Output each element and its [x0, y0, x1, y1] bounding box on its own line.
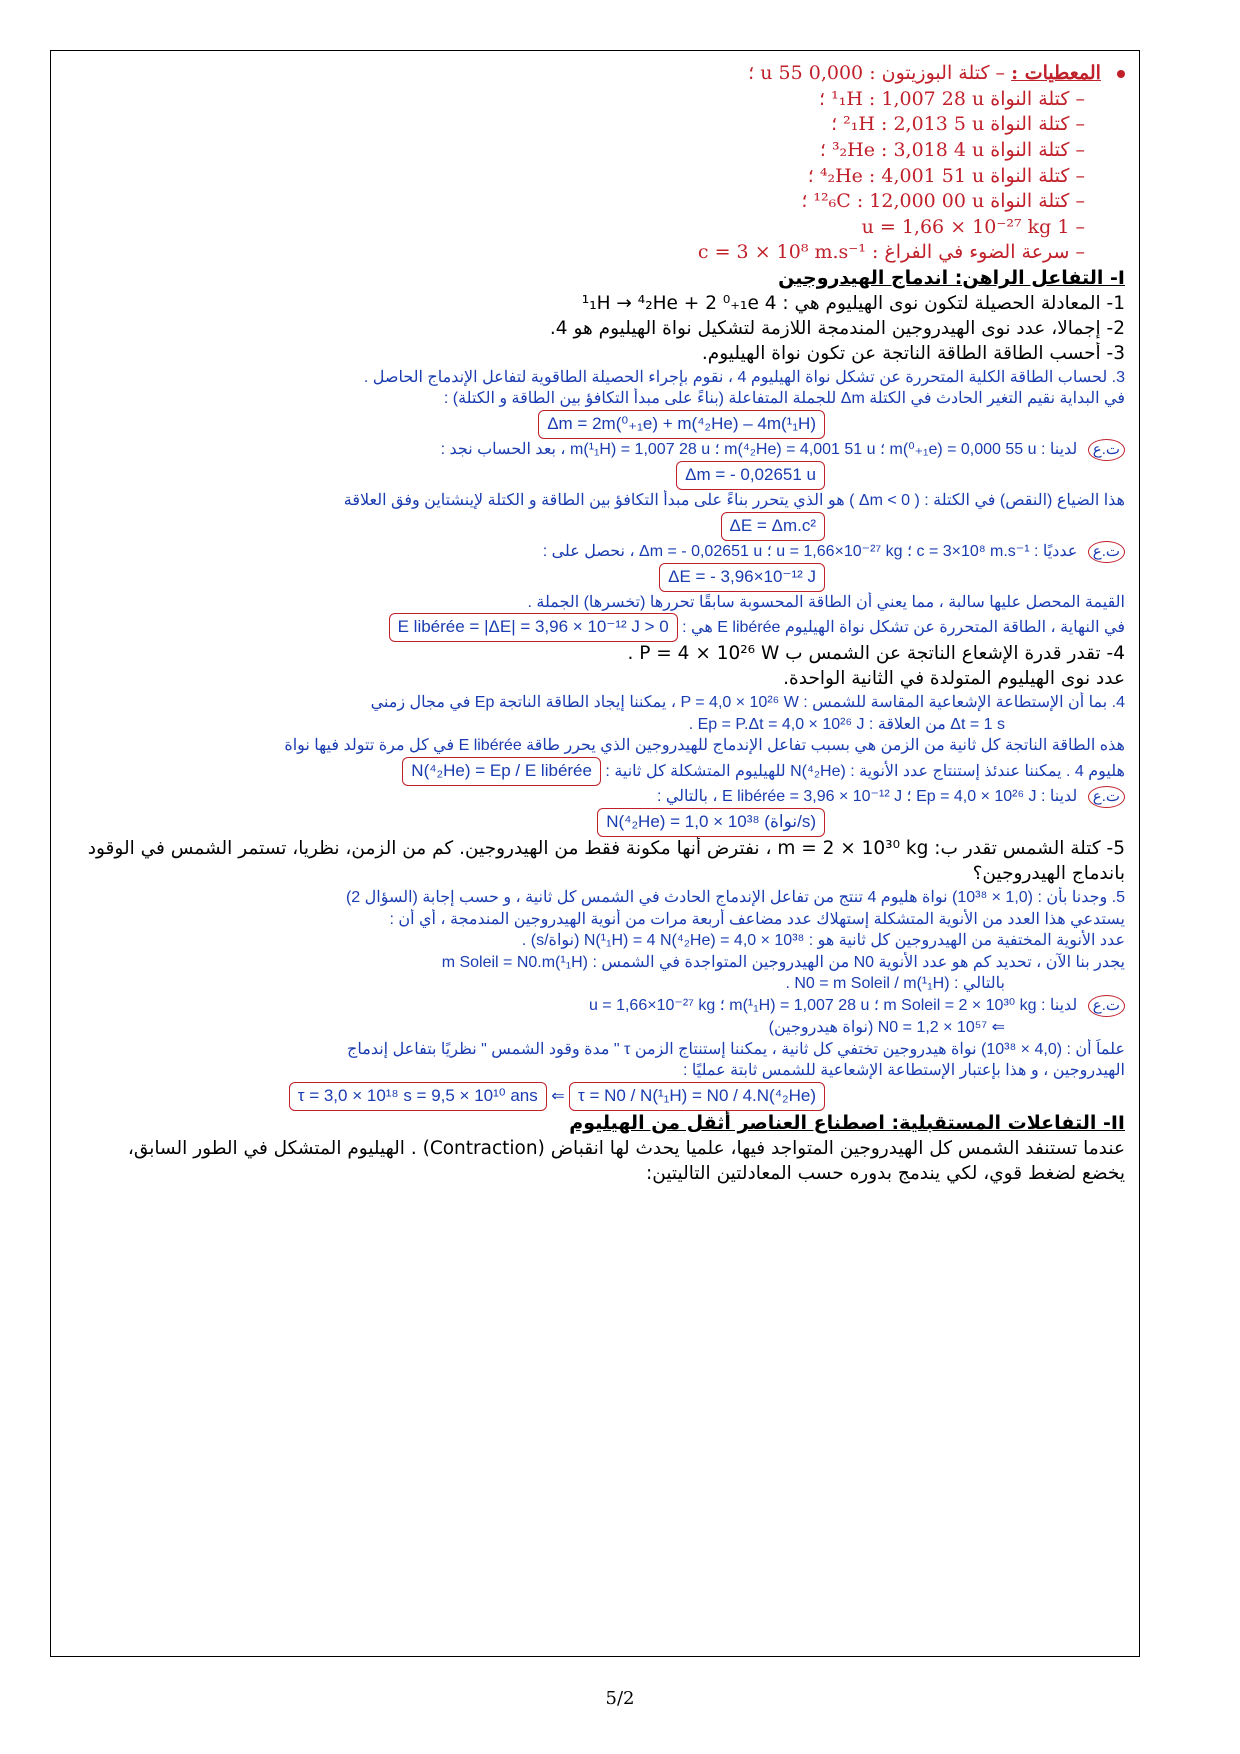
data-line-7: – سرعة الضوء في الفراغ : c = 3 × 10⁸ m.s⁻¹: [697, 241, 1085, 264]
part2-paragraph-2: يخضع لضغط قوي، لكي يندمج بدوره حسب المعادلتين التاليتين:: [646, 1162, 1125, 1184]
answer-5-line-8: علماً أن : (4,0 × 10³⁸) نواة هيدروجين تختفي كل ثانية ، يمكننا إستنتاج الزمن τ " مدة وقود الشمس " نظريًا بتفاعل إندماج: [347, 1040, 1125, 1058]
part1-heading: I- التفاعل الراهن: اندماج الهيدروجين: [778, 267, 1125, 290]
answer-3-line-7-text: في النهاية ، الطاقة المتحررة عن تشكل نواة الهيليوم E libérée هي :: [682, 619, 1125, 637]
answer-5-line-2: يستدعي هذا العدد من الأنوية المتشكلة إستهلاك عدد مضاعف أربعة مرات من أنوية الهيدروجين المندمجة ، أي أن :: [389, 910, 1125, 928]
answer-5-line-5: بالتالي : N0 = m Soleil / m(¹₁H) .: [785, 975, 1005, 993]
question-4b: عدد نوى الهيليوم المتولدة في الثانية الواحدة.: [783, 668, 1125, 690]
answer-3-line-3-text: لدينا : m(⁰₊₁e) = 0,000 55 u ؛ m(⁴₂He) = 4,001 51 u ؛ m(¹₁H) = 1,007 28 u ، بعد الحساب نجد :: [440, 440, 1078, 458]
bullet-icon: [1117, 70, 1125, 78]
answer-3-line-4: هذا الضياع (النقص) في الكتلة : ( Δm < 0 ) هو الذي يتحرر بناءً على مبدأ التكافؤ بين الطاقة و الكتلة لإينشتاين وفق العلاقة: [343, 491, 1125, 509]
answer-4-line-5: [65, 786, 1125, 808]
answer-3-line-7: [65, 613, 1125, 642]
answer-4-line-4-text: هليوم 4 . يمكننا عندئذ إستنتاج عدد الأنوية : N(⁴₂He) للهيليوم المتشكلة كل ثانية :: [605, 762, 1125, 780]
answer-4-line-4: [65, 757, 1125, 786]
delta-e-formula-box: ΔE = Δm.c²: [721, 512, 825, 541]
n-he-value-box: N(⁴₂He) = 1,0 × 10³⁸ (نواة/s): [597, 808, 825, 837]
delta-m-formula-box: Δm = 2m(⁰₊₁e) + m(⁴₂He) – 4m(¹₁H): [538, 410, 825, 439]
answer-4-line-2: Δt = 1 s من العلاقة : Ep = P.Δt = 4,0 × 10²⁶ J .: [688, 715, 1005, 733]
answer-5-line-7: ⇐ N0 = 1,2 × 10⁵⁷ (نواة هيدروجين): [768, 1019, 1005, 1037]
question-5b: باندماج الهيدروجين؟: [972, 863, 1125, 885]
answer-3-line-2: في البداية نقيم التغير الحادث في الكتلة Δm للجملة المتفاعلة (بناءً على مبدأ التكافؤ بين الطاقة و الكتلة) :: [443, 390, 1125, 408]
question-4a: 4- تقدر قدرة الإشعاع الناتجة عن الشمس ب P = 4 × 10²⁶ W .: [627, 643, 1125, 665]
answer-3-box1-row: [65, 410, 1125, 439]
numeric-app-tag: ت.ع: [1088, 439, 1125, 461]
e-liberee-box: E libérée = |ΔE| = 3,96 × 10⁻¹² J > 0: [389, 613, 678, 642]
answer-5-line-6-text: لدينا : m Soleil = 2 × 10³⁰ kg ؛ m(¹₁H) = 1,007 28 u ؛ u = 1,66×10⁻²⁷ kg: [588, 996, 1078, 1014]
delta-e-value-box: ΔE = - 3,96×10⁻¹² J: [659, 563, 825, 592]
numeric-app-tag-4: ت.ع: [1088, 995, 1125, 1017]
data-line-5: – كتلة النواة ¹²₆C : 12,000 00 u ؛: [801, 190, 1085, 213]
exam-page: [50, 50, 1140, 1657]
answer-5-line-6: [65, 995, 1125, 1017]
answer-3-box3-row: [65, 512, 1125, 541]
tau-formula-box: τ = N0 / N(¹₁H) = N0 / 4.N(⁴₂He): [569, 1082, 825, 1111]
answer-3-box2-row: [65, 461, 1125, 490]
answer-5-line-4: يجدر بنا الآن ، تحديد كم هو عدد الأنوية N0 من الهيدروجين المتواجدة في الشمس : m Soleil = N0.m(¹₁H): [441, 953, 1125, 971]
answer-3-line-5: [65, 541, 1125, 563]
question-2: 2- إجمالا، عدد نوى الهيدروجين المندمجة اللازمة لتشكيل نواة الهيليوم هو 4.: [549, 317, 1125, 339]
numeric-app-tag-3: ت.ع: [1088, 786, 1125, 808]
data-line-3: – كتلة النواة ³₂He : 3,018 4 u ؛: [819, 138, 1085, 161]
answer-3-line-3: [65, 439, 1125, 461]
answer-5-final-row: [65, 1082, 1125, 1111]
answer-3-box4-row: [65, 563, 1125, 592]
data-title-line: [65, 61, 1125, 87]
data-line-6: – 1 u = 1,66 × 10⁻²⁷ kg: [861, 215, 1085, 238]
answer-5-line-1: 5. وجدنا بأن : (1,0 × 10³⁸) نواة هليوم 4 تنتج من تفاعل الإندماج الحادث في الشمس كل ثانية ، و حسب إجابة (السؤال 2): [345, 889, 1125, 907]
data-line-1: – كتلة النواة ¹₁H : 1,007 28 u ؛: [819, 87, 1085, 110]
answer-5-line-9: الهيدروجين ، و هذا بإعتبار الإستطاعة الإشعاعية للشمس ثابتة عمليًا :: [682, 1062, 1125, 1080]
delta-m-value-box: Δm = - 0,02651 u: [676, 461, 825, 490]
part2-heading: II- التفاعلات المستقبلية: اصطناع العناصر أثقل من الهيليوم: [569, 1111, 1125, 1134]
numeric-app-tag-2: ت.ع: [1088, 541, 1125, 563]
answer-3-line-6: القيمة المحصل عليها سالبة ، مما يعني أن الطاقة المحسوبة سابقًا تحررها (تخسرها) الجملة .: [527, 593, 1125, 611]
answer-3-line-5-text: عدديًا : c = 3×10⁸ m.s⁻¹ ؛ u = 1,66×10⁻²⁷ kg ؛ Δm = - 0,02651 u ، نحصل على :: [542, 542, 1078, 560]
answer-3-line-1: 3. لحساب الطاقة الكلية المتحررة عن تشكل نواة الهيليوم 4 ، نقوم بإجراء الحصيلة الطاقوية لتفاعل الإندماج الحاصل .: [363, 368, 1125, 386]
answer-5-line-3: عدد الأنوية المختفية من الهيدروجين كل ثانية هو : N(¹₁H) = 4 N(⁴₂He) = 4,0 × 10³⁸ (نواة/s) .: [521, 932, 1125, 950]
implies-arrow: ⇐: [551, 1088, 565, 1106]
data-line-2: – كتلة النواة ²₁H : 2,013 5 u ؛: [831, 113, 1085, 136]
answer-4-line-5-text: لدينا : Ep = 4,0 × 10²⁶ J ؛ E libérée = 3,96 × 10⁻¹² J ، بالتالي :: [656, 787, 1078, 805]
page-number: 5/2: [605, 1688, 635, 1709]
n-he-formula-box: N(⁴₂He) = Ep / E libérée: [402, 757, 601, 786]
answer-4-box2-row: [65, 808, 1125, 837]
data-title: المعطيات :: [1011, 62, 1101, 84]
data-line-0: – كتلة البوزيتون : 0,000 55 u ؛: [748, 62, 1006, 84]
answer-4-line-1: 4. بما أن الإستطاعة الإشعاعية المقاسة للشمس : P = 4,0 × 10²⁶ W ، يمكننا إيجاد الطاقة الناتجة Ep في مجال زمني: [370, 694, 1125, 712]
question-3: 3- أحسب الطاقة الطاقة الناتجة عن تكون نواة الهيليوم.: [701, 342, 1125, 364]
question-5a: 5- كتلة الشمس تقدر ب: m = 2 × 10³⁰ kg ، نفترض أنها مكونة فقط من الهيدروجين. كم من الزمن، نظريا، تستمر الشمس في الوقود: [87, 838, 1125, 860]
answer-4-line-3: هذه الطاقة الناتجة كل ثانية من الزمن هي بسبب تفاعل الإندماج للهيدروجين الذي يحرر طاقة E libérée في كل مرة تتولد فيها نواة: [284, 737, 1125, 755]
part2-paragraph-1: عندما تستنفد الشمس كل الهيدروجين المتواجد فيها، علميا يحدث لها انقباض (Contraction) . الهيليوم المتشكل في الطور السابق،: [127, 1137, 1125, 1159]
tau-value-box: τ = 3,0 × 10¹⁸ s = 9,5 × 10¹⁰ ans: [289, 1082, 547, 1111]
question-1: 1- المعادلة الحصيلة لتكون نوى الهيليوم هي : 4 ¹₁H → ⁴₂He + 2 ⁰₊₁e: [581, 292, 1125, 314]
data-line-4: – كتلة النواة ⁴₂He : 4,001 51 u ؛: [807, 164, 1085, 187]
